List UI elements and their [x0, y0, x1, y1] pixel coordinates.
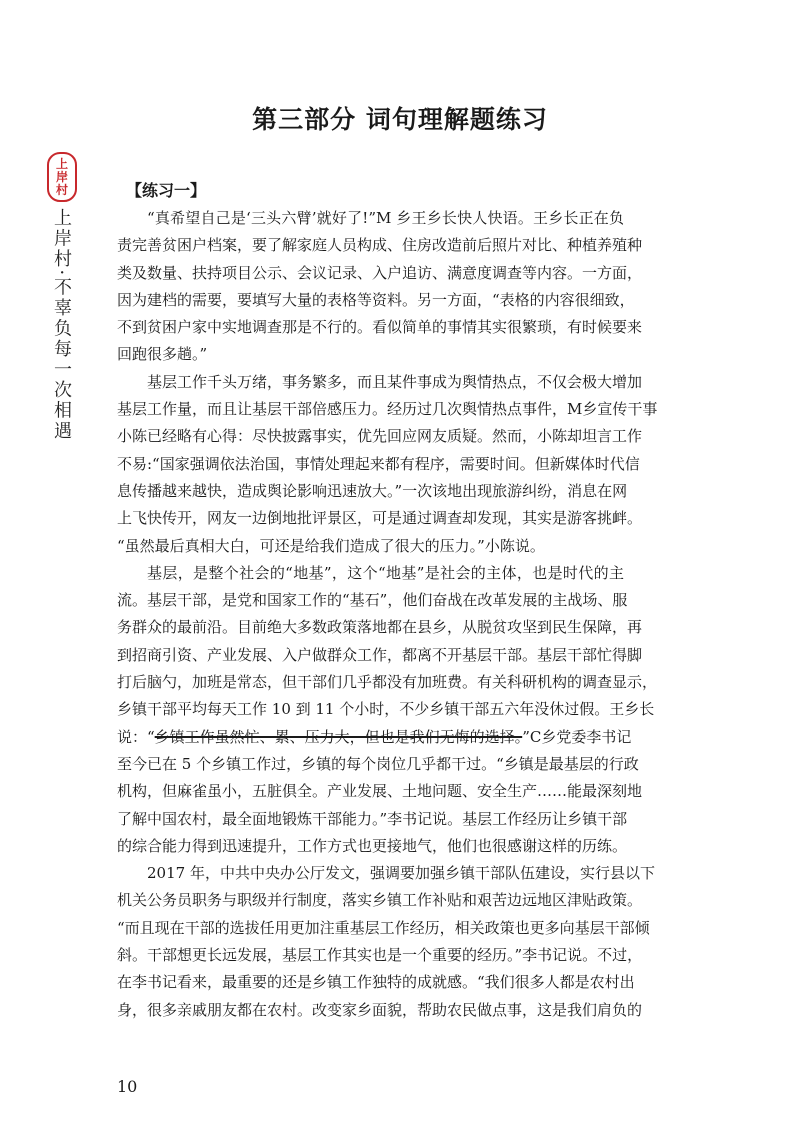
- text-line: 乡镇干部平均每天工作 10 到 11 个小时，不少乡镇干部五六年没休过假。王乡长: [117, 700, 655, 719]
- seal-char: 村: [55, 182, 68, 197]
- text-line: 到招商引资、产业发展、入户做群众工作，都离不开基层干部。基层干部忙得脚: [117, 645, 643, 664]
- text-line: “而且现在干部的选拔任用更加注重基层工作经历，相关政策也更多向基层干部倾: [117, 918, 650, 937]
- text-line: 至今已在 5 个乡镇工作过，乡镇的每个岗位几乎都干过。“乡镇是最基层的行政: [117, 754, 639, 773]
- seal-char: 上: [55, 156, 68, 171]
- text-line: “虽然最后真相大白，可还是给我们造成了很大的压力。”小陈说。: [117, 536, 545, 555]
- text-line: 小陈已经略有心得：尽快披露事实，优先回应网友质疑。然而，小陈却坦言工作: [117, 427, 643, 446]
- text-line: 2017 年，中共中央办公厅发文，强调要加强乡镇干部队伍建设，实行县以下: [147, 864, 655, 883]
- text-line: 不到贫困户家中实地调查那是不行的。看似简单的事情其实很繁琐，有时候要来: [117, 318, 643, 337]
- text-line: 上飞快传开，网友一边倒地批评景区，可是通过调查却发现，其实是游客挑衅。: [117, 509, 643, 528]
- text-line: 回跑很多趟。”: [117, 345, 208, 364]
- text-line: 基层工作量，而且让基层干部倍感压力。经历过几次舆情热点事件，M乡宣传干事: [117, 400, 658, 419]
- text-line-with-strikethrough: [117, 724, 632, 751]
- text-line: 基层工作千头万绪，事务繁多，而且某件事成为舆情热点，不仅会极大增加: [147, 372, 643, 391]
- text-line: 在李书记看来，最重要的还是乡镇工作独特的成就感。“我们很多人都是农村出: [117, 973, 635, 992]
- page-number: 10: [117, 1077, 138, 1096]
- text-segment: ”C乡党委李书记: [522, 727, 632, 746]
- text-line: 不易:“国家强调依法治国，事情处理起来都有程序，需要时间。但新媒体时代信: [117, 454, 640, 473]
- section-label: 【练习一】: [126, 181, 207, 200]
- text-line: 打后脑勺，加班是常态，但干部们几乎都没有加班费。有关科研机构的调查显示，: [117, 673, 658, 692]
- text-line: 类及数量、扶持项目公示、会议记录、入户追访、满意度调查等内容。一方面，: [117, 263, 643, 282]
- text-line: “真希望自己是‘三头六臂’就好了!”M 乡王乡长快人快语。王乡长正在负: [147, 209, 624, 227]
- text-line: 息传播越来越快，造成舆论影响迅速放大。”一次该地出现旅游纠纷，消息在网: [117, 481, 628, 500]
- text-line: 因为建档的需要，要填写大量的表格等资料。另一方面，“表格的内容很细致，: [117, 290, 635, 309]
- text-line: 身，很多亲戚朋友都在农村。改变家乡面貌，帮助农民做点事，这是我们肩负的: [117, 1000, 643, 1019]
- text-line: 斜。干部想更长远发展，基层工作其实也是一个重要的经历。”李书记说。不过，: [117, 946, 643, 965]
- body-text: [117, 205, 658, 1024]
- text-line: 务群众的最前沿。目前绝大多数政策落地都在县乡，从脱贫攻坚到民生保障，再: [117, 618, 643, 637]
- seal-char: 岸: [55, 169, 68, 184]
- text-line: 了解中国农村，最全面地锻炼干部能力。”李书记说。基层工作经历让乡镇干部: [117, 809, 628, 828]
- text-segment: 说：“: [117, 727, 155, 746]
- page-title: 第三部分 词句理解题练习: [252, 105, 548, 134]
- text-line: 机关公务员职务与职级并行制度，落实乡镇工作补贴和艰苦边远地区津贴政策。: [117, 891, 643, 910]
- seal-logo: [47, 152, 77, 202]
- text-line: 机构，但麻雀虽小，五脏俱全。产业发展、土地问题、安全生产……能最深刻地: [117, 782, 643, 801]
- text-line: 的综合能力得到迅速提升，工作方式也更接地气，他们也很感谢这样的历练。: [117, 836, 628, 855]
- struck-text: 乡镇工作虽然忙、累、压力大，但也是我们无悔的选择。: [154, 727, 523, 746]
- text-line: 责完善贫困户档案，要了解家庭人员构成、住房改造前后照片对比、种植养殖种: [117, 236, 643, 255]
- text-line: 基层，是整个社会的“地基”，这个“地基”是社会的主体，也是时代的主: [147, 563, 624, 582]
- text-line: 流。基层干部，是党和国家工作的“基石”，他们奋战在改革发展的主战场、服: [117, 591, 628, 610]
- side-vertical-text: 上岸村·不辜负每一次相遇: [51, 208, 72, 442]
